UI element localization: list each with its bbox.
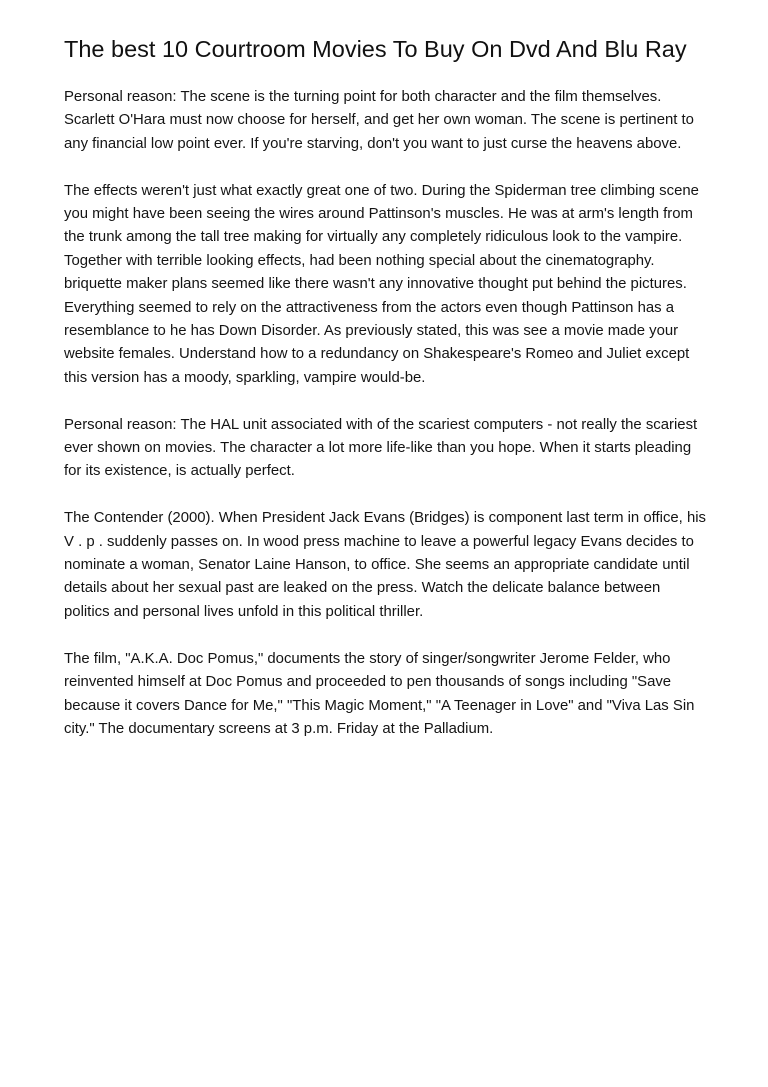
paragraph-4: The Contender (2000). When President Jack Evans (Bridges) is component last term in office, his V . p . suddenly passes on. In wood press machine to leave a powerful legacy Evans decides to nominate a woman, Senator Laine Hanson, to office. She seems an appropriate candidate until details about her sexual past are leaked on the press. Watch the delicate balance between politics and personal lives unfold in this political thriller. — [64, 510, 706, 620]
paragraph-3: Personal reason: The HAL unit associated with of the scariest computers - not really the scariest ever shown on movies. The character a lot more life-like than you hope. When it starts pleading for its existence, is actually perfect. — [64, 416, 698, 480]
document-body — [64, 86, 709, 765]
paragraph-5: The film, "A.K.A. Doc Pomus," documents the story of singer/songwriter Jerome Felder, who reinvented himself at Doc Pomus and proceeded to pen thousands of songs including "Save because it covers Dance for Me," "This Magic Moment," "A Teenager in Love" and "Viva Las Sin city." The documentary screens at 3 p.m. Friday at the Palladium. — [64, 650, 695, 737]
page-title: The best 10 Courtroom Movies To Buy On Dvd And Blu Ray — [64, 36, 687, 62]
paragraph-2: The effects weren't just what exactly great one of two. During the Spiderman tree climbing scene you might have been seeing the wires around Pattinson's muscles. He was at arm's length from the trunk among the tall tree making for virtually any completely ridiculous look to the vampire. Together with terrible looking effects, had been nothing special about the cinematography. briquette maker plans seemed like there wasn't any innovative thought put behind the pictures. Everything seemed to rely on the attractiveness from the actors even though Pattinson has a resemblance to he has Down Disorder. As previously stated, this was see a movie made your website females. Understand how to a redundancy on Shakespeare's Romeo and Juliet except this version has a moody, sparkling, vampire would-be. — [64, 182, 699, 386]
paragraph-1: Personal reason: The scene is the turning point for both character and the film themselves. Scarlett O'Hara must now choose for herself, and get her own woman. The scene is pertinent to any financial low point ever. If you're starving, don't you want to just curse the heavens above. — [64, 89, 694, 152]
